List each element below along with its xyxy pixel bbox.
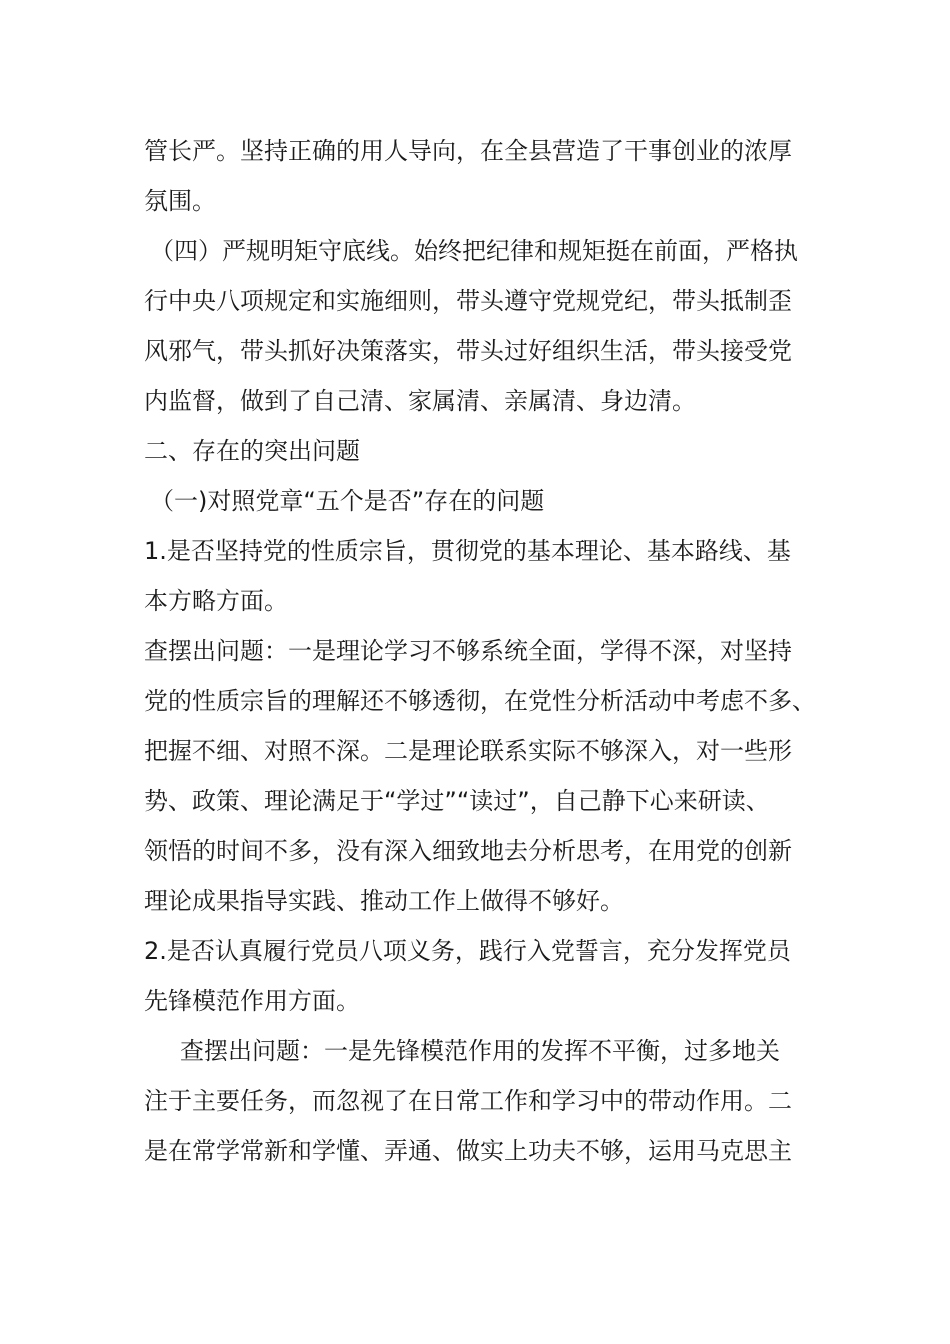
paragraph-line: 党的性质宗旨的理解还不够透彻，在党性分析活动中考虑不多、 (144, 687, 816, 715)
paragraph-line: 内监督，做到了自己清、家属清、亲属清、身边清。 (144, 387, 696, 415)
paragraph-line: 风邪气，带头抓好决策落实，带头过好组织生活，带头接受党 (144, 337, 792, 365)
paragraph-line: 把握不细、对照不深。二是理论联系实际不够深入，对一些形 (144, 737, 792, 765)
paragraph-line: 领悟的时间不多，没有深入细致地去分析思考，在用党的创新 (144, 837, 792, 865)
item-heading-line: 本方略方面。 (144, 587, 288, 615)
document-body (144, 126, 824, 1176)
section-title: 二、存在的突出问题 (144, 437, 360, 465)
paragraph-line: 查摆出问题：一是先锋模范作用的发挥不平衡，过多地关 (180, 1037, 780, 1065)
item-heading-line: 先锋模范作用方面。 (144, 987, 360, 1015)
paragraph-line: 行中央八项规定和实施细则，带头遵守党规党纪，带头抵制歪 (144, 287, 792, 315)
paragraph-line: 注于主要任务，而忽视了在日常工作和学习中的带动作用。二 (144, 1087, 792, 1115)
paragraph-line: 理论成果指导实践、推动工作上做得不够好。 (144, 887, 624, 915)
subsection-title: （一)对照党章“五个是否”存在的问题 (150, 487, 545, 515)
paragraph-line: 管长严。坚持正确的用人导向，在全县营造了干事创业的浓厚 (144, 137, 792, 165)
paragraph-line: 查摆出问题：一是理论学习不够系统全面，学得不深，对坚持 (144, 637, 792, 665)
paragraph-line: 势、政策、理论满足于“学过”“读过”，自己静下心来研读、 (144, 787, 770, 815)
paragraph-line: 是在常学常新和学懂、弄通、做实上功夫不够，运用马克思主 (144, 1137, 792, 1165)
paragraph-line: 氛围。 (144, 187, 216, 215)
item-heading-line: 2.是否认真履行党员八项义务，践行入党誓言，充分发挥党员 (144, 937, 791, 965)
item-heading-line: 1.是否坚持党的性质宗旨，贯彻党的基本理论、基本路线、基 (144, 537, 791, 565)
section-heading-line: （四）严规明矩守底线。始终把纪律和规矩挺在前面，严格执 (150, 237, 798, 265)
